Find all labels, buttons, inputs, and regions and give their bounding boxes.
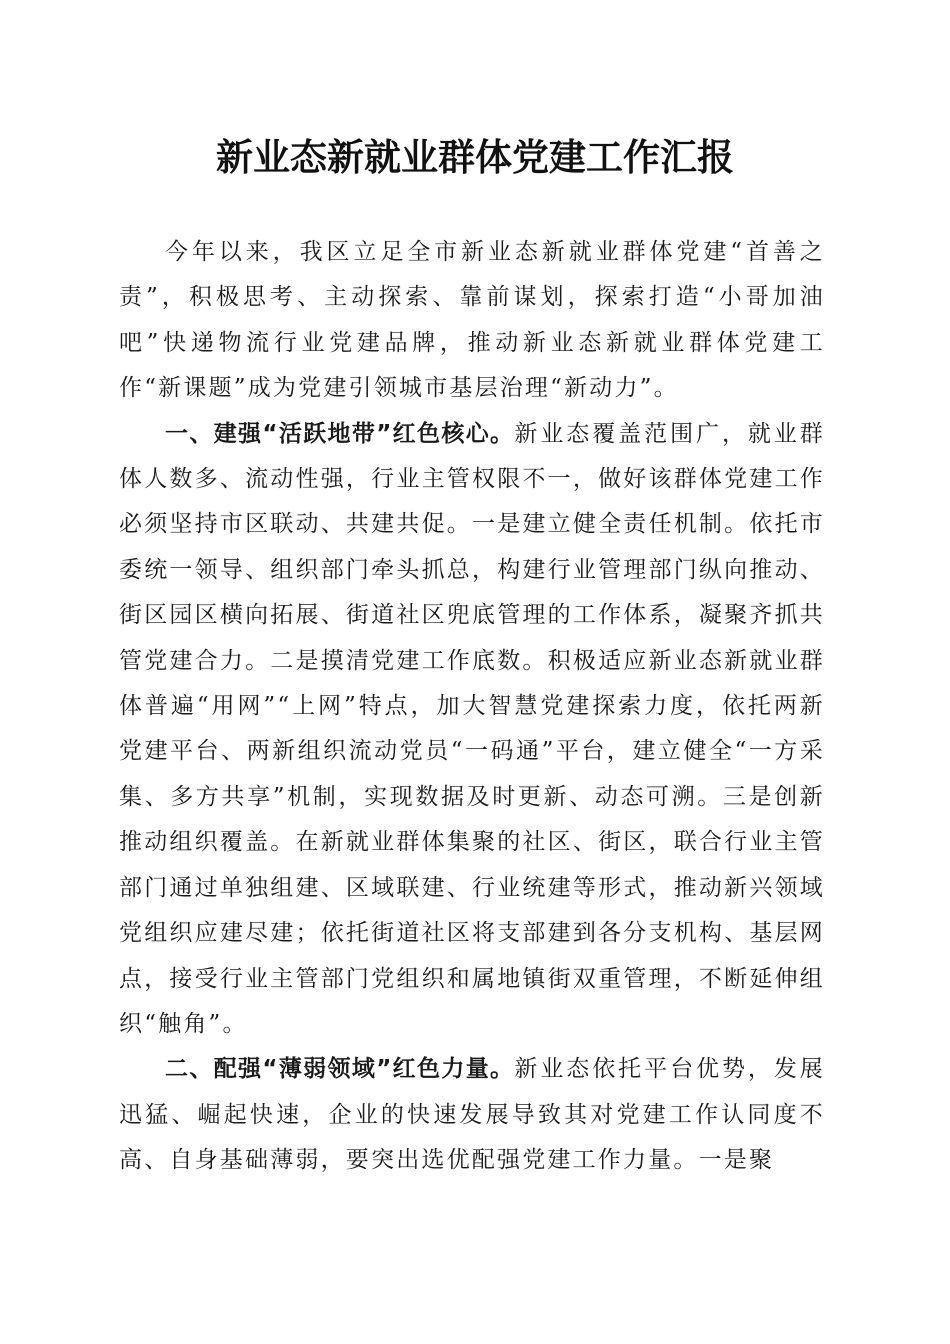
section-paragraph-2 (119, 1047, 825, 1183)
intro-paragraph: 今年以来，我区立足全市新业态新就业群体党建“首善之责”，积极思考、主动探索、靠前谋划，探索打造“小哥加油吧”快递物流行业党建品牌，推动新业态新就业群体党建工作“新课题”成为党建引领城市基层治理“新动力”。 (119, 239, 825, 402)
section-body-2: 新业态依托平台优势，发展迅猛、崛起快速，企业的快速发展导致其对党建工作认同度不高、自身基础薄弱，要突出选优配强党建工作力量。一是聚 (119, 1056, 825, 1174)
section-heading-1: 一、建强“活跃地带”红色核心。 (165, 420, 515, 447)
section-paragraph-1 (119, 412, 825, 1048)
section-body-1: 新业态覆盖范围广，就业群体人数多、流动性强，行业主管权限不一，做好该群体党建工作必须坚持市区联动、共建共促。一是建立健全责任机制。依托市委统一领导、组织部门牵头抓总，构建行业管理部门纵向推动、街区园区横向拓展、街道社区兜底管理的工作体系，凝聚齐抓共管党建合力。二是摸清党建工作底数。积极适应新业态新就业群体普遍“用网”“上网”特点，加大智慧党建探索力度，依托两新党建平台、两新组织流动党员“一码通”平台，建立健全“一方采集、多方共享”机制，实现数据及时更新、动态可溯。三是创新推动组织覆盖。在新就业群体集聚的社区、街区，联合行业主管部门通过单独组建、区域联建、行业统建等形式，推动新兴领域党组织应建尽建；依托街道社区将支部建到各分支机构、基层网点，接受行业主管部门党组织和属地镇街双重管理，不断延伸组织“触角”。 (119, 420, 825, 1037)
document-title: 新业态新就业群体党建工作汇报 (216, 135, 734, 179)
section-heading-2: 二、配强“薄弱领域”红色力量。 (165, 1056, 515, 1083)
document-body (119, 230, 825, 1184)
